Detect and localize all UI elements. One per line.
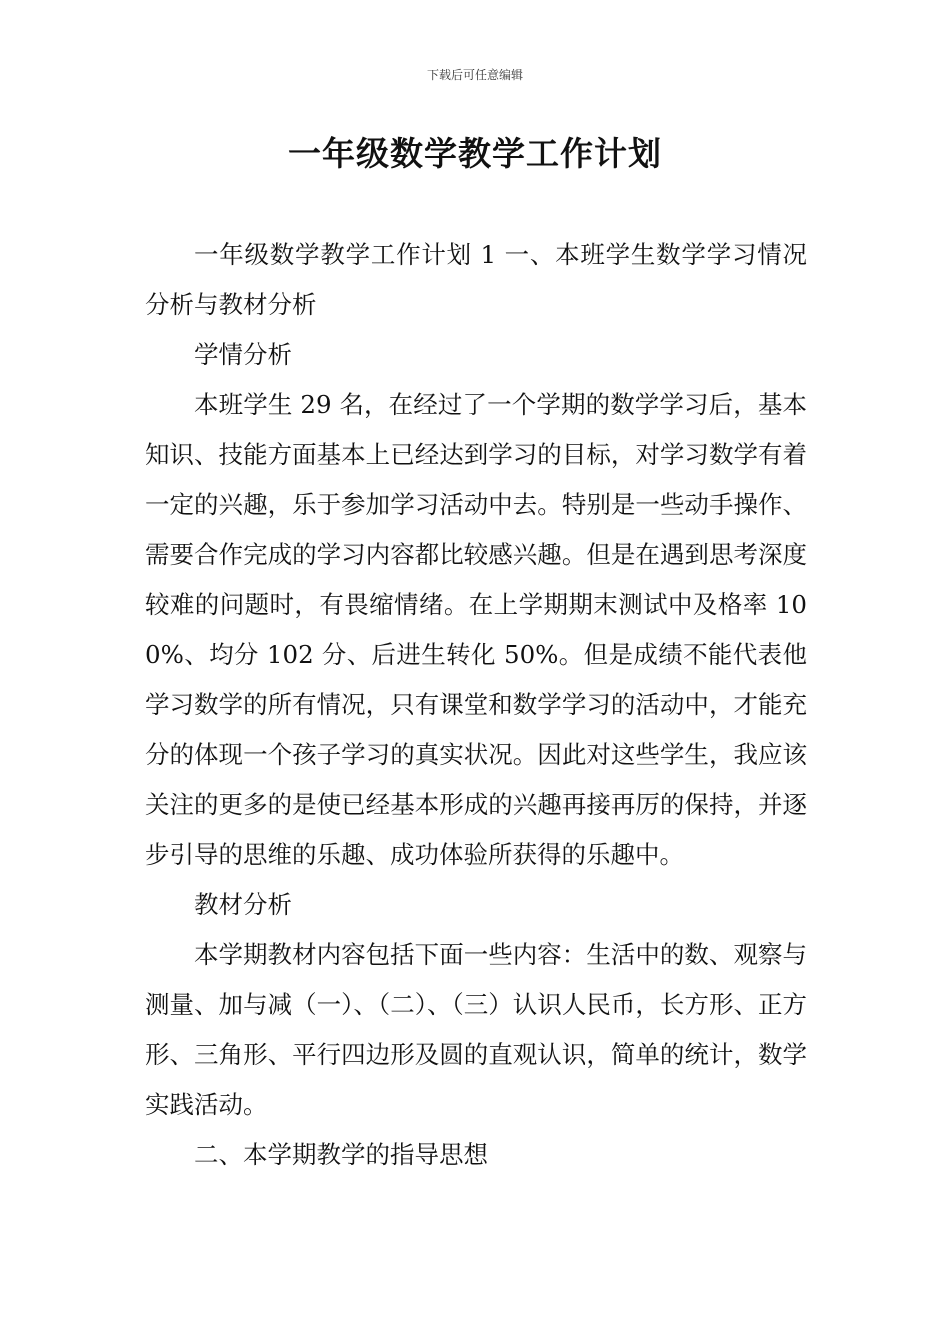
document-body [145,230,807,1180]
document-title: 一年级数学教学工作计划 [288,134,662,173]
page-header-note: 下载后可任意编辑 [426,68,523,82]
paragraph-learning-analysis: 本班学生 29 名，在经过了一个学期的数学学习后，基本知识、技能方面基本上已经达到学习的目标，对学习数学有着一定的兴趣，乐于参加学习活动中去。特别是一些动手操作、需要合作完成的学习内容都比较感兴趣。但是在遇到思考深度较难的问题时，有畏缩情绪。在上学期期末测试中及格率 100%、均分 102 分、后进生转化 50%。但是成绩不能代表他学习数学的所有情况，只有课堂和数学学习的活动中，才能充分的体现一个孩子学习的真实状况。因此对这些学生，我应该关注的更多的是使已经基本形成的兴趣再接再厉的保持，并逐步引导的思维的乐趣、成功体验所获得的乐趣中。 [145,390,807,869]
paragraph-intro: 一年级数学教学工作计划 1 一、本班学生数学学习情况分析与教材分析 [145,240,807,319]
heading-textbook-analysis: 教材分析 [194,890,292,919]
heading-learning-analysis: 学情分析 [194,340,292,369]
heading-guiding-thought: 二、本学期教学的指导思想 [194,1140,488,1169]
paragraph-textbook-analysis: 本学期教材内容包括下面一些内容：生活中的数、观察与测量、加与减（一）、（二）、（三）认识人民币，长方形、正方形、三角形、平行四边形及圆的直观认识，简单的统计，数学实践活动。 [145,940,807,1119]
